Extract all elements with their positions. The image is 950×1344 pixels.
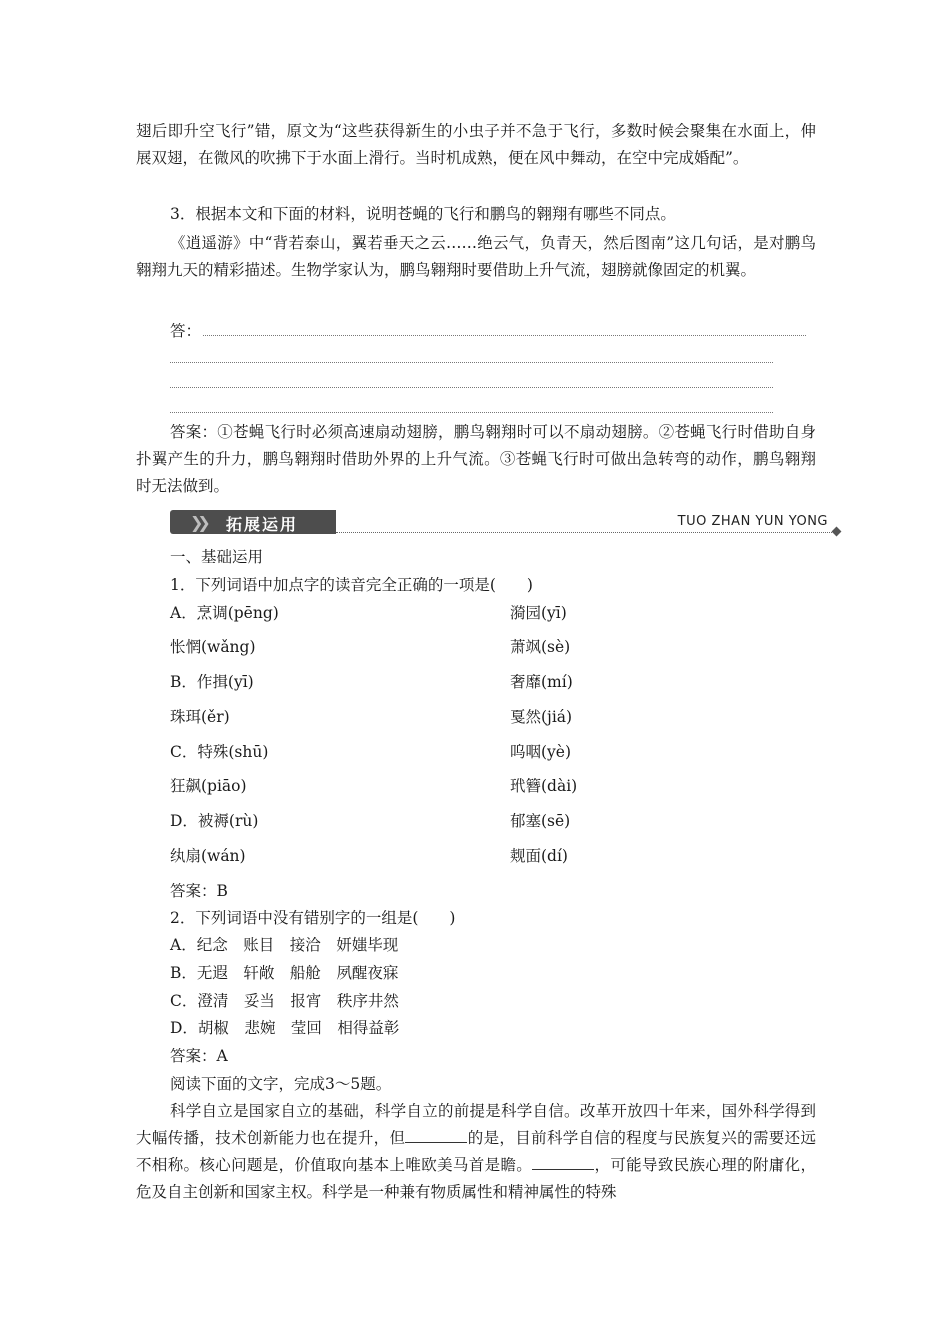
option-right: 戛然(jiá) — [510, 708, 573, 726]
section-heading: 一、基础运用 — [170, 548, 264, 566]
question-3-material: 《逍遥游》中“背若泰山，翼若垂天之云……绝云气，负青天，然后图南”这几句话，是对鹏鸟翱翔九天的精彩描述。生物学家认为，鹏鸟翱翔时要借助上升气流，翅膀就像固定的机翼。 — [136, 234, 816, 279]
option-right: 郁塞(sē) — [510, 812, 571, 830]
option-right: 觌面(dí) — [510, 847, 568, 865]
answer-line-3[interactable] — [170, 387, 773, 388]
banner-title: 拓展运用 — [226, 515, 299, 534]
option-left: 珠珥(ěr) — [170, 708, 230, 726]
answer-line-2[interactable] — [170, 362, 773, 363]
answer-label: 答： — [170, 322, 202, 340]
blank-2[interactable] — [532, 1154, 594, 1170]
option-left: A．烹调(pēng) — [170, 604, 279, 622]
option-left: D．被褥(rù) — [170, 812, 259, 830]
option-left: B．作揖(yī) — [170, 673, 254, 691]
question-3-answer: 答案：①苍蝇飞行时必须高速扇动翅膀，鹏鸟翱翔时可以不扇动翅膀。②苍蝇飞行时借助自身扑翼产生的升力，鹏鸟翱翔时借助外界的上升气流。③苍蝇飞行时可做出急转弯的动作，鹏鸟翱翔时无法做到。 — [136, 423, 816, 495]
chevron-right-icon: ❯❯ — [190, 513, 205, 532]
reading-intro: 阅读下面的文字，完成3～5题。 — [170, 1075, 392, 1093]
option-right: 奢靡(mí) — [510, 673, 573, 691]
question-2-answer: 答案：A — [170, 1047, 228, 1065]
question-2-option: C．澄清 妥当 报宵 秩序井然 — [170, 992, 399, 1010]
option-right: 呜咽(yè) — [510, 743, 572, 761]
question-3-stem: 3．根据本文和下面的材料，说明苍蝇的飞行和鹏鸟的翱翔有哪些不同点。 — [170, 205, 676, 223]
option-left: 怅惘(wǎng) — [170, 638, 256, 656]
question-2-option: B．无遐 轩敞 船舱 夙醒夜寐 — [170, 964, 399, 982]
option-left: 纨扇(wán) — [170, 847, 246, 865]
blank-1[interactable] — [405, 1127, 467, 1143]
question-2-option: A．纪念 账目 接洽 妍媸毕现 — [170, 936, 399, 954]
diamond-icon — [832, 527, 842, 537]
question-1-stem: 1．下列词语中加点字的读音完全正确的一项是( ) — [170, 576, 533, 594]
reading-passage — [136, 1098, 816, 1206]
option-left: C．特殊(shū) — [170, 743, 269, 761]
option-right: 玳簪(dài) — [510, 777, 578, 795]
banner-pinyin: TUO ZHAN YUN YONG — [677, 514, 828, 529]
banner-divider — [336, 532, 832, 533]
answer-line-1[interactable] — [203, 335, 806, 336]
answer-line-4[interactable] — [170, 412, 773, 413]
section-banner — [170, 510, 840, 538]
paragraph-continued: 翅后即升空飞行”错，原文为“这些获得新生的小虫子并不急于飞行，多数时候会聚集在水面上，伸展双翅，在微风的吹拂下于水面上滑行。当时机成熟，便在风中舞动，在空中完成婚配”。 — [136, 122, 816, 167]
question-1-answer: 答案：B — [170, 882, 228, 900]
question-2-stem: 2．下列词语中没有错别字的一组是( ) — [170, 909, 456, 927]
question-2-option: D．胡椒 悲婉 莹回 相得益彰 — [170, 1019, 400, 1037]
option-right: 萧飒(sè) — [510, 638, 571, 656]
reading-part-2: 的是，目前科学自信的程度与民族复兴的需要还远不相称。核心问题是，价值取向基本上唯欧美马首是瞻。 — [136, 1129, 816, 1174]
option-right: 漪园(yī) — [510, 604, 567, 622]
reading-part-1: 科学自立是国家自立的基础，科学自立的前提是科学自信。改革开放四十年来，国外科学得到大幅传播，技术创新能力也在提升，但 — [136, 1102, 816, 1147]
reading-part-3: ，可能导致民族心理的附庸化，危及自主创新和国家主权。科学是一种兼有物质属性和精神属性的特殊 — [136, 1156, 816, 1201]
option-left: 狂飙(piāo) — [170, 777, 247, 795]
